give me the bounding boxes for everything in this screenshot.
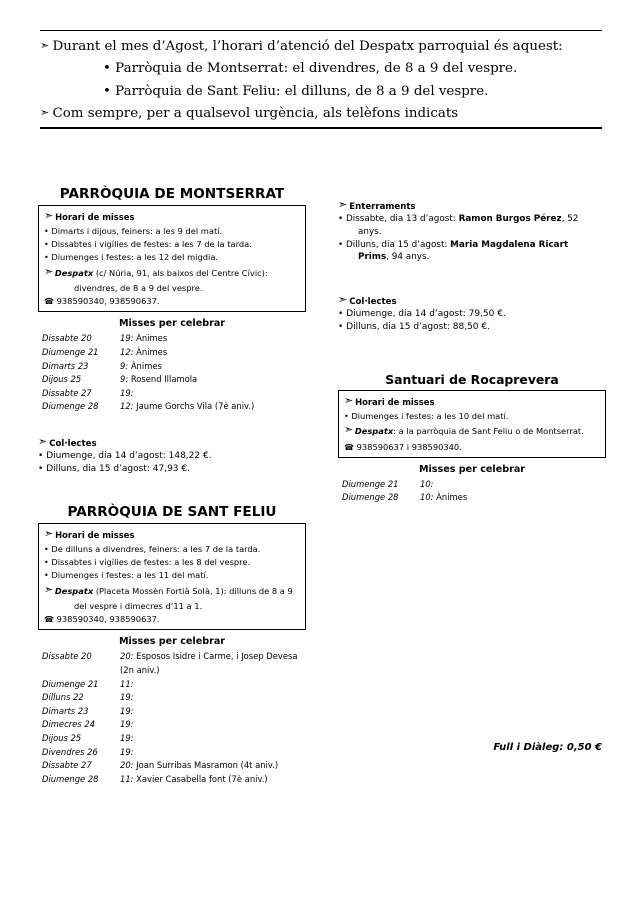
rocaprevera-schedule-heading-text: Horari de misses <box>355 397 435 407</box>
montserrat-despatx-cont: divendres, de 8 a 9 del vespre. <box>74 282 203 293</box>
mass-detail <box>118 332 304 346</box>
mass-day: Diumenge 21 <box>42 678 99 689</box>
montserrat-schedule-heading-text: Horari de misses <box>55 212 135 222</box>
mass-hour: 10: <box>420 478 434 489</box>
collection-item-text: Diumenge, dia 14 d’agost: 79,50 €. <box>346 309 506 319</box>
rocaprevera-masses-title: Misses per celebrar <box>418 463 526 475</box>
table-row <box>42 773 304 787</box>
santfeliu-despatx-text: (Placeta Mossèn Fortià Solà, 1): dilluns de 8 a 9 <box>95 586 293 597</box>
collection-item-text: Diumenge, dia 14 d’agost: 148,22 €. <box>46 451 212 462</box>
montserrat-phones-text: 938590340, 938590637. <box>56 296 160 307</box>
table-row <box>42 373 304 387</box>
burial-item <box>338 239 606 265</box>
bullet-icon: • <box>44 558 49 568</box>
mass-day: Diumenge 28 <box>42 401 99 412</box>
santfeliu-phones <box>44 613 300 626</box>
mass-intention: Esposos Isidre i Carme, i Josep Devesa (2n aniv.) <box>120 651 298 676</box>
santfeliu-masses-table <box>42 650 304 786</box>
notice-line-1 <box>40 31 602 53</box>
santfeliu-schedule-line <box>44 543 300 556</box>
burials-heading-text: Enterraments <box>349 202 416 212</box>
rocaprevera-schedule-heading <box>344 395 600 408</box>
mass-intention: Ànimes <box>130 360 162 371</box>
collection-item <box>338 308 606 321</box>
bullet-icon: • <box>44 545 49 554</box>
mass-hour: 19: <box>120 719 134 730</box>
mass-detail <box>118 759 304 773</box>
burial-name: Maria Magdalena Ricart <box>450 239 569 250</box>
collection-item-text: Dilluns, dia 15 d’agost: 47,93 €. <box>46 464 190 475</box>
mass-day: Dimarts 23 <box>42 705 89 716</box>
mass-detail <box>118 387 304 401</box>
rocaprevera-info-box <box>338 390 606 458</box>
rocaprevera-schedule-line-text: Diumenges i festes: a les 10 del matí. <box>351 411 509 421</box>
bullet-icon: • <box>338 214 344 224</box>
arrow-icon: ➣ <box>338 293 347 306</box>
montserrat-collections-heading <box>38 436 306 449</box>
burial-prefix: Dissabte, dia 13 d’agost: <box>346 214 459 224</box>
arrow-icon: ➣ <box>40 106 49 120</box>
table-row <box>42 360 304 374</box>
table-row <box>42 718 304 732</box>
burial-cont: anys. <box>358 226 382 237</box>
mass-day: Dijous 25 <box>42 374 82 385</box>
notice-line-3-text: Parròquia de Sant Feliu: el dilluns, de 8 a 9 del vespre. <box>115 83 489 99</box>
bullet-icon: • <box>44 227 49 236</box>
santfeliu-masses-title: Misses per celebrar <box>118 636 226 648</box>
santfeliu-phones-text: 938590340, 938590637. <box>56 614 160 625</box>
mass-detail <box>118 400 304 414</box>
montserrat-schedule-line-text: Dimarts i dijous, feiners: a les 9 del matí. <box>51 226 223 236</box>
bullet-icon: • <box>38 464 44 475</box>
bullet-icon: • <box>44 253 49 263</box>
montserrat-masses-table <box>42 332 304 414</box>
phone-icon: ☎ <box>44 297 54 307</box>
arrow-icon: ➣ <box>44 583 53 597</box>
rocaprevera-phones-text: 938590637 i 938590340. <box>356 441 462 452</box>
mass-day: Diumenge 21 <box>42 347 99 358</box>
mass-hour: 19: <box>120 387 134 398</box>
bullet-icon: • <box>103 61 111 77</box>
santfeliu-info-box <box>38 523 306 630</box>
santfeliu-title: PARRÒQUIA DE SANT FELIU <box>67 504 277 520</box>
burial-item <box>338 213 606 239</box>
despatx-label: Despatx <box>354 426 394 437</box>
montserrat-schedule-line-text: Dissabtes i vigílies de festes: a les 7 de la tarda. <box>51 239 252 250</box>
mass-hour: 19: <box>120 333 134 344</box>
collection-item <box>338 321 606 334</box>
mass-detail <box>118 691 304 705</box>
notice-line-4-text: Com sempre, per a qualsevol urgència, als telèfons indicats <box>52 106 459 122</box>
burial-cont-text: , 94 anys. <box>386 252 430 263</box>
mass-detail <box>118 678 304 692</box>
notice-line-2 <box>40 53 602 75</box>
arrow-icon: ➣ <box>44 527 53 540</box>
mass-day: Dimarts 23 <box>42 360 89 371</box>
mass-day: Divendres 26 <box>42 746 98 757</box>
montserrat-schedule-line <box>44 251 300 264</box>
notice-line-3 <box>40 76 602 98</box>
mass-hour: 19: <box>120 733 134 744</box>
right-collections-heading-text: Col·lectes <box>349 297 397 307</box>
arrow-icon: ➣ <box>338 198 347 211</box>
mass-day: Dissabte 27 <box>42 760 92 771</box>
mass-day: Dissabte 20 <box>42 333 92 344</box>
notice-line-1-text: Durant el mes d’Agost, l’horari d’atenció del Despatx parroquial és aquest: <box>52 39 563 54</box>
arrow-icon: ➣ <box>38 435 47 449</box>
montserrat-section <box>38 186 306 476</box>
montserrat-phones <box>44 295 300 308</box>
arrow-icon: ➣ <box>344 394 353 407</box>
bullet-icon: • <box>338 309 344 319</box>
mass-day: Diumenge 28 <box>42 773 99 784</box>
rocaprevera-phones <box>344 441 600 454</box>
mass-hour: 19: <box>120 705 134 716</box>
mass-intention: Rosend Illamola <box>130 374 198 385</box>
bullet-icon: • <box>38 451 44 462</box>
mass-detail <box>418 491 604 505</box>
montserrat-collections-heading-text: Col·lectes <box>49 439 97 450</box>
mass-hour: 12: <box>120 401 134 412</box>
right-collections-section <box>338 294 606 334</box>
table-row <box>342 491 604 505</box>
table-row <box>42 650 304 677</box>
mass-intention: Xavier Casabella font (7è aniv.) <box>136 773 268 784</box>
bullet-icon: • <box>103 83 111 99</box>
bullet-icon: • <box>344 412 349 421</box>
mass-day: Dissabte 27 <box>42 387 92 398</box>
table-row <box>42 400 304 414</box>
collection-item-text: Dilluns, dia 15 d’agost: 88,50 €. <box>346 322 490 333</box>
mass-detail <box>118 718 304 732</box>
mass-hour: 11: <box>120 773 134 784</box>
burial-prefix: Dilluns, dia 15 d’agost: <box>346 239 451 250</box>
mass-intention: Jaume Gorchs Vila (7è aniv.) <box>136 401 255 412</box>
mass-day: Dissabte 20 <box>42 651 92 662</box>
notice-line-2-text: Parròquia de Montserrat: el divendres, de 8 a 9 del vespre. <box>115 61 518 77</box>
mass-day: Dimecres 24 <box>42 719 95 730</box>
burial-cont <box>346 251 606 264</box>
mass-day: Dijous 25 <box>42 733 82 744</box>
mass-hour: 12: <box>120 347 134 358</box>
collection-item <box>38 450 306 463</box>
rocaprevera-despatx-text: : a la parròquia de Sant Feliu o de Montserrat. <box>393 426 584 437</box>
santfeliu-despatx-cont: del vespre i dimecres d’11 a 1. <box>74 600 203 611</box>
burials-section <box>338 199 606 264</box>
mass-day: Diumenge 28 <box>342 492 399 503</box>
bullet-icon: • <box>338 322 344 333</box>
arrow-icon: ➣ <box>44 265 53 279</box>
mass-hour: 20: <box>120 760 134 771</box>
rocaprevera-section <box>338 372 606 505</box>
mass-hour: 20: <box>120 651 134 662</box>
table-row <box>42 678 304 692</box>
table-row <box>42 332 304 346</box>
montserrat-schedule-line <box>44 238 300 251</box>
montserrat-title: PARRÒQUIA DE MONTSERRAT <box>59 186 285 202</box>
montserrat-despatx-text: (c/ Núria, 91, als baixos del Centre Cívic): <box>95 268 268 279</box>
mass-hour: 10: <box>420 492 434 503</box>
burial-name: Ramon Burgos Pérez <box>458 214 562 224</box>
arrow-icon: ➣ <box>40 39 49 52</box>
bullet-icon: • <box>44 240 49 250</box>
santfeliu-schedule-line-text: Diumenges i festes: a les 11 del matí. <box>51 570 209 581</box>
mass-hour: 19: <box>120 746 134 757</box>
table-row <box>342 478 604 492</box>
arrow-icon: ➣ <box>44 209 53 222</box>
mass-intention: Ànimes <box>136 333 168 344</box>
despatx-label: Despatx <box>54 268 94 279</box>
mass-detail <box>118 705 304 719</box>
burials-heading <box>338 199 606 212</box>
notice-bottom-rule <box>40 127 602 129</box>
mass-intention: Ànimes <box>136 347 168 358</box>
santfeliu-schedule-line-text: Dissabtes i vigílies de festes: a les 8 del vespre. <box>51 557 251 568</box>
montserrat-info-box <box>38 205 306 312</box>
table-row <box>42 759 304 773</box>
rocaprevera-masses-table <box>342 478 604 505</box>
montserrat-masses-title: Misses per celebrar <box>118 318 226 330</box>
santfeliu-schedule-line <box>44 569 300 582</box>
rocaprevera-title: Santuari de Rocaprevera <box>385 372 559 387</box>
bullet-icon: • <box>44 571 49 581</box>
arrow-icon: ➣ <box>344 423 353 437</box>
table-row <box>42 705 304 719</box>
burial-suffix: , 52 <box>561 214 579 224</box>
montserrat-schedule-line-text: Diumenges i festes: a les 12 del migdia. <box>51 252 219 263</box>
table-row <box>42 387 304 401</box>
mass-day: Dilluns 22 <box>42 692 84 703</box>
santfeliu-schedule-heading-text: Horari de misses <box>55 530 135 540</box>
table-row <box>42 346 304 360</box>
mass-hour: 9: <box>120 374 129 385</box>
mass-detail <box>118 360 304 374</box>
mass-detail <box>418 478 604 492</box>
santfeliu-schedule-line-text: De dilluns a divendres, feiners: a les 7 de la tarda. <box>51 544 261 554</box>
mass-day: Diumenge 21 <box>342 478 399 489</box>
phone-icon: ☎ <box>44 615 54 625</box>
montserrat-schedule-heading <box>44 210 300 223</box>
despatx-label: Despatx <box>54 586 94 597</box>
footer-price: Full i Diàleg: 0,50 € <box>493 742 602 753</box>
mass-intention: Joan Surribas Masramon (4t aniv.) <box>136 760 279 771</box>
table-row <box>42 691 304 705</box>
santfeliu-schedule-heading <box>44 528 300 541</box>
mass-detail <box>118 650 304 677</box>
rocaprevera-despatx <box>344 423 600 440</box>
rocaprevera-schedule-line <box>344 410 600 423</box>
mass-detail <box>118 346 304 360</box>
mass-hour: 19: <box>120 692 134 703</box>
burial-name-cont: Prims <box>358 252 387 263</box>
notice-line-4 <box>40 98 602 120</box>
mass-detail <box>118 773 304 787</box>
notice-block <box>40 30 602 129</box>
mass-hour: 9: <box>120 360 129 371</box>
santfeliu-schedule-line <box>44 556 300 569</box>
phone-icon: ☎ <box>344 442 354 452</box>
montserrat-collections <box>38 436 306 476</box>
mass-intention: Ànimes <box>436 492 468 503</box>
right-collections-heading <box>338 294 606 307</box>
santfeliu-despatx <box>44 583 300 612</box>
montserrat-despatx <box>44 265 300 294</box>
montserrat-schedule-line <box>44 225 300 238</box>
bullet-icon: • <box>338 239 344 250</box>
mass-hour: 11: <box>120 678 134 689</box>
collection-item <box>38 463 306 476</box>
mass-detail <box>118 373 304 387</box>
